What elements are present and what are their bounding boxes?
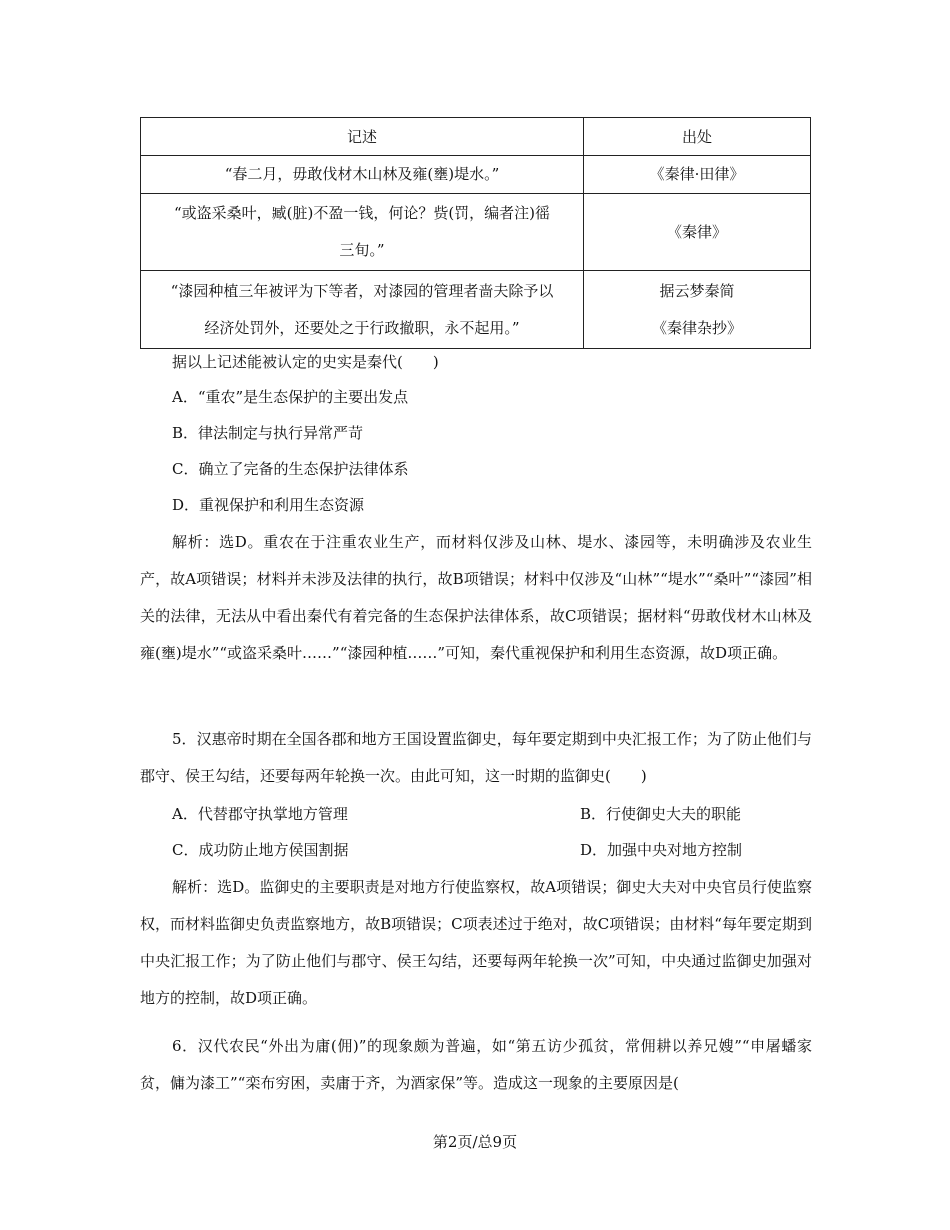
table-row	[141, 271, 811, 349]
q4-analysis	[140, 524, 812, 672]
record-cell	[141, 271, 584, 349]
q5-analysis	[140, 869, 812, 1017]
q4-option-c: C．确立了完备的生态保护法律体系	[172, 460, 409, 478]
source-line: 据云梦秦简	[659, 281, 735, 300]
source-table	[140, 117, 811, 349]
source-cell	[584, 194, 811, 271]
table-header-row	[141, 118, 811, 156]
source-line: 《秦律》	[666, 222, 727, 241]
record-line: “或盗采桑叶，臧(脏)不盈一钱，何论？赀(罚，编者注)徭	[173, 204, 551, 222]
record-line: 经济处罚外，还要处之于行政撤职，永不起用。”	[204, 318, 520, 337]
record-cell	[141, 194, 584, 271]
record-line: 三旬。”	[339, 241, 385, 259]
q5-analysis-text: 解析：选D。监御史的主要职责是对地方行使监察权，故A项错误；御史大夫对中央官员行使监察权，而材料监御史负责监察地方，故B项错误；C项表述过于绝对，故C项错误；由材料“每年要定期到中央汇报工作；为了防止他们与郡守、侯王勾结，还要每两年轮换一次”可知，中央通过监御史加强对地方的控制，故D项正确。	[140, 878, 812, 1007]
q4-option-d: D．重视保护和利用生态资源	[172, 496, 365, 514]
q4-option-b: B．律法制定与执行异常严苛	[172, 424, 364, 442]
q5-option-a: A．代替郡守执掌地方管理	[172, 805, 348, 823]
q4-option-a: A．“重农”是生态保护的主要出发点	[172, 388, 409, 406]
q5-stem-text: 5．汉惠帝时期在全国各郡和地方王国设置监御史，每年要定期到中央汇报工作；为了防止他们与郡守、侯王勾结，还要每两年轮换一次。由此可知，这一时期的监御史( )	[140, 730, 812, 785]
q6-stem	[140, 1028, 812, 1102]
q5-option-c: C．成功防止地方侯国割据	[172, 841, 349, 859]
source-cell	[584, 156, 811, 194]
header-source: 出处	[584, 118, 811, 156]
q4-stem-text: 据以上记述能被认定的史实是秦代( )	[172, 353, 439, 371]
record-line: “漆园种植三年被评为下等者，对漆园的管理者啬夫除予以	[170, 281, 554, 300]
q6-stem-text: 6．汉代农民“外出为庸(佣)”的现象颇为普遍，如“第五访少孤贫，常佣耕以养兄嫂”“申屠蟠家贫，傭为漆工”“栾布穷困，卖庸于齐，为酒家保”等。造成这一现象的主要原因是(	[140, 1037, 812, 1092]
source-line: 《秦律·田律》	[649, 165, 745, 183]
q4-analysis-text: 解析：选D。重农在于注重农业生产，而材料仅涉及山林、堤水、漆园等，未明确涉及农业生产，故A项错误；材料并未涉及法律的执行，故B项错误；材料中仅涉及“山林”“堤水”“桑叶”“漆园”相关的法律，无法从中看出秦代有着完备的生态保护法律体系，故C项错误；据材料“毋敢伐材木山林及雍(壅)堤水”“或盗采桑叶……”“漆园种植……”可知，秦代重视保护和利用生态资源，故D项正确。	[140, 533, 812, 662]
q4-stem	[140, 344, 812, 381]
table-row	[141, 194, 811, 271]
q5-stem	[140, 721, 812, 795]
source-line: 《秦律杂抄》	[651, 318, 742, 337]
header-record: 记述	[141, 118, 584, 156]
q5-option-d: D．加强中央对地方控制	[580, 841, 743, 859]
page-footer: 第2页/总9页	[432, 1133, 518, 1151]
source-cell	[584, 271, 811, 349]
record-cell	[141, 156, 584, 194]
table-row	[141, 156, 811, 194]
record-line: “春二月，毋敢伐材木山林及雍(壅)堤水。”	[224, 165, 500, 183]
q5-option-b: B．行使御史大夫的职能	[580, 805, 742, 823]
